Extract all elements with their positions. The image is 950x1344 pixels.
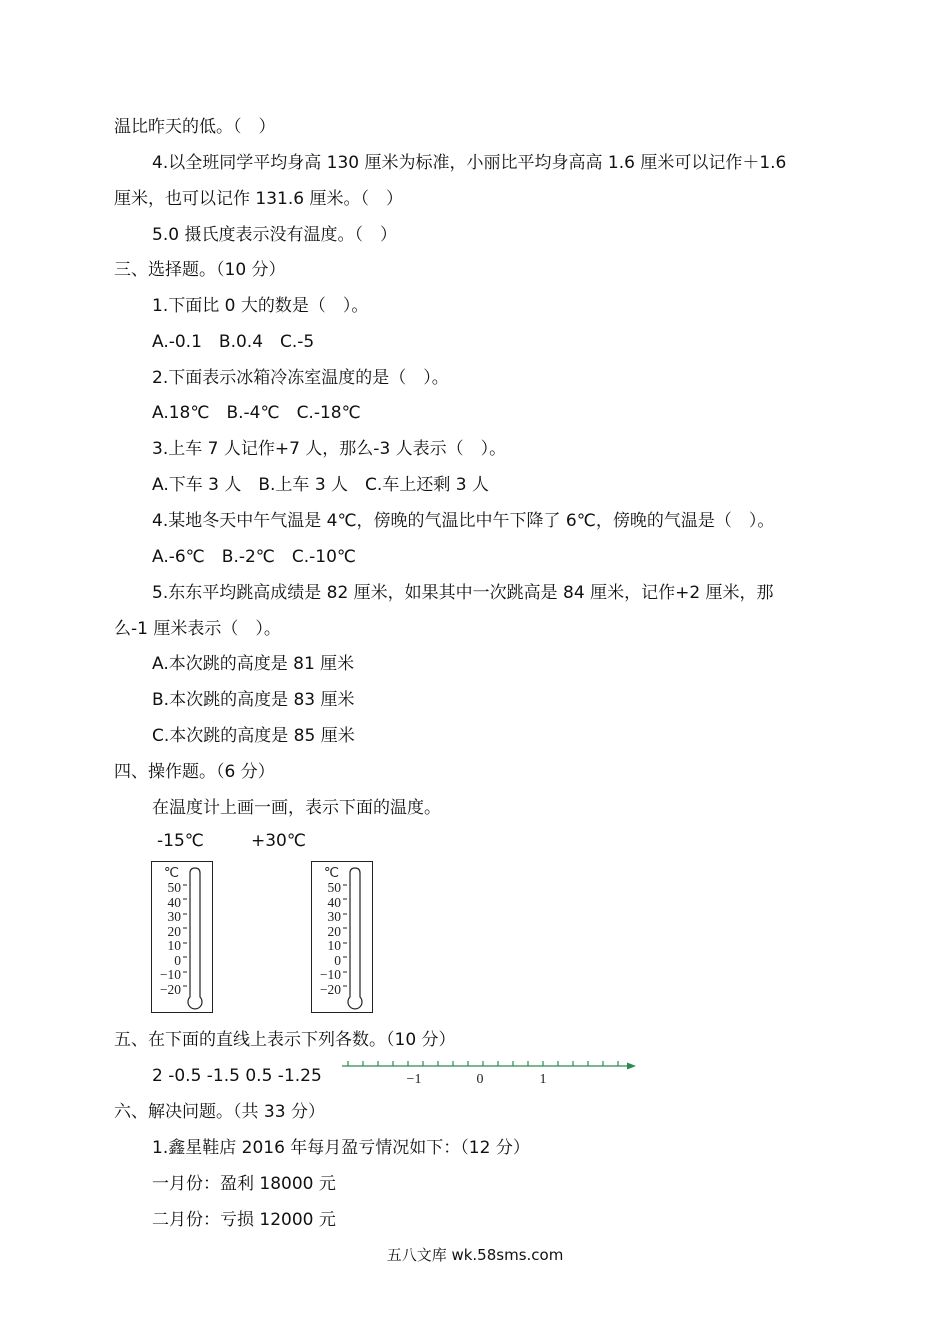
tick-label: 20 — [167, 924, 181, 939]
question-text: 么-1 厘米表示（ ）。 — [114, 619, 281, 639]
axis-label: −1 — [406, 1072, 422, 1087]
numbers-to-plot: 2 -0.5 -1.5 0.5 -1.25 — [152, 1066, 322, 1086]
tick-label: 20 — [327, 924, 341, 939]
tick-label: 30 — [167, 909, 181, 924]
axis-label: 1 — [539, 1072, 547, 1087]
question-text: 1.鑫星鞋店 2016 年每月盈亏情况如下：（12 分） — [152, 1138, 530, 1158]
axis-label: 0 — [476, 1072, 484, 1087]
choice-line: C.本次跳的高度是 85 厘米 — [152, 726, 355, 746]
tick-label: −20 — [319, 982, 341, 997]
question-text: 3.上车 7 人记作+7 人，那么-3 人表示（ ）。 — [152, 439, 507, 459]
tick-label: −10 — [319, 967, 341, 982]
tick-label: 0 — [174, 953, 181, 968]
thermometer-2 — [311, 861, 373, 1013]
question-text: 4.某地冬天中午气温是 4℃，傍晚的气温比中午下降了 6℃，傍晚的气温是（ ）。 — [152, 511, 775, 531]
number-line — [340, 1056, 640, 1090]
unit-label: ℃ — [323, 865, 339, 880]
choice-line: A.-0.1 B.0.4 C.-5 — [152, 332, 315, 352]
question-text: 1.下面比 0 大的数是（ ）。 — [152, 296, 369, 316]
tick-label: 0 — [334, 953, 341, 968]
data-line: 一月份：盈利 18000 元 — [152, 1174, 336, 1194]
thermometer-1 — [151, 861, 213, 1013]
tick-label: 50 — [327, 880, 341, 895]
instruction-text: 在温度计上画一画，表示下面的温度。 — [152, 798, 441, 818]
text-line: 5.0 摄氏度表示没有温度。（ ） — [152, 225, 397, 245]
choice-line: A.本次跳的高度是 81 厘米 — [152, 654, 355, 674]
tick-label: 30 — [327, 909, 341, 924]
tick-label: 50 — [167, 880, 181, 895]
section-heading: 三、选择题。（10 分） — [114, 260, 286, 280]
page-footer: 五八文库 wk.58sms.com — [386, 1246, 564, 1264]
tick-label: 10 — [167, 938, 181, 953]
arrow-icon — [627, 1063, 636, 1070]
text-line: 厘米，也可以记作 131.6 厘米。（ ） — [114, 189, 403, 209]
tick-label: −10 — [159, 967, 181, 982]
choice-line: A.下车 3 人 B.上车 3 人 C.车上还剩 3 人 — [152, 475, 489, 495]
tick-label: −20 — [159, 982, 181, 997]
choice-line: B.本次跳的高度是 83 厘米 — [152, 690, 355, 710]
tick-label: 40 — [167, 895, 181, 910]
unit-label: ℃ — [163, 865, 179, 880]
text-line: 4.以全班同学平均身高 130 厘米为标准，小丽比平均身高高 1.6 厘米可以记作＋1.6 — [152, 153, 787, 173]
section-heading: 四、操作题。（6 分） — [114, 762, 275, 782]
choice-line: A.18℃ B.-4℃ C.-18℃ — [152, 403, 361, 423]
question-text: 5.东东平均跳高成绩是 82 厘米，如果其中一次跳高是 84 厘米，记作+2 厘米，那 — [152, 583, 774, 603]
temp-label: +30℃ — [251, 831, 306, 851]
text-line: 温比昨天的低。（ ） — [114, 117, 276, 137]
tick-label: 10 — [327, 938, 341, 953]
data-line: 二月份：亏损 12000 元 — [152, 1210, 336, 1230]
section-heading: 六、解决问题。（共 33 分） — [114, 1102, 325, 1122]
question-text: 2.下面表示冰箱冷冻室温度的是（ ）。 — [152, 368, 449, 388]
choice-line: A.-6℃ B.-2℃ C.-10℃ — [152, 547, 357, 567]
section-heading: 五、在下面的直线上表示下列各数。（10 分） — [114, 1030, 456, 1050]
temp-label: -15℃ — [157, 831, 204, 851]
tick-label: 40 — [327, 895, 341, 910]
